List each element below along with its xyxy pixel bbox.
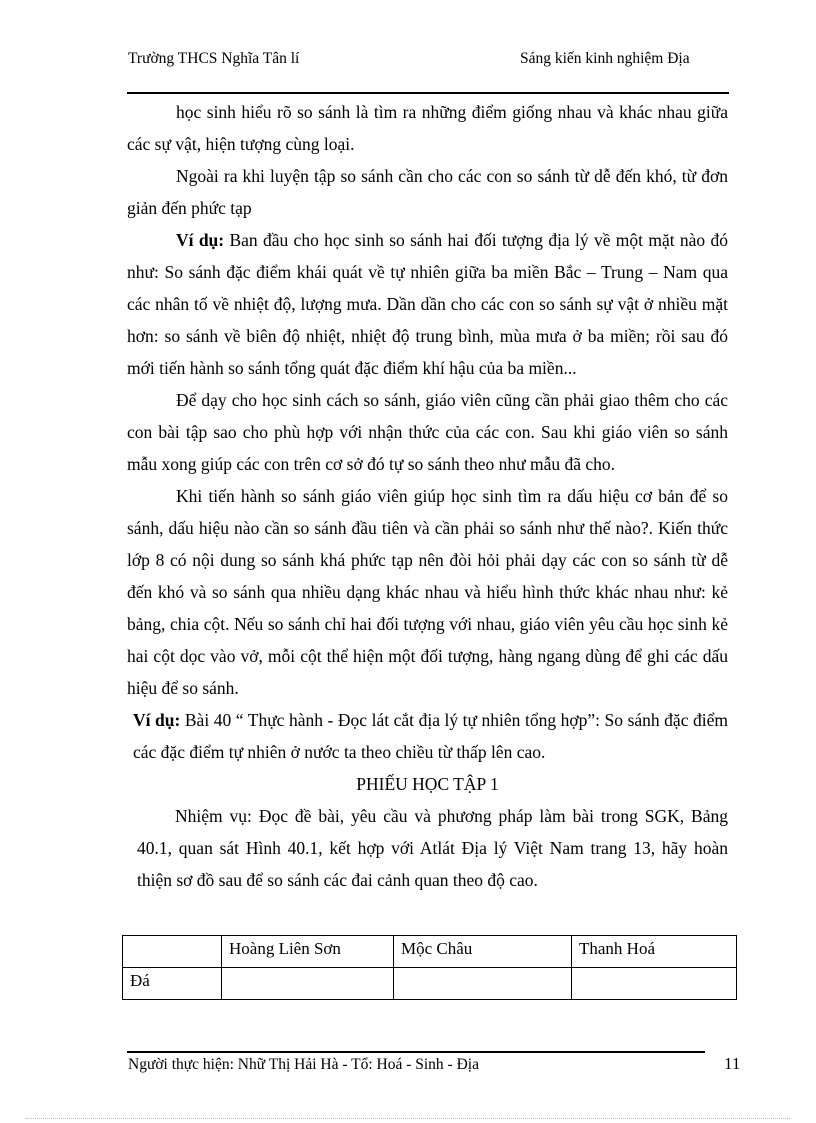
task-paragraph: Nhiệm vụ: Đọc đề bài, yêu cầu và phương pháp làm bài trong SGK, Bảng 40.1, quan sát Hình 40.1, kết hợp với Atlát Địa lý Việt Nam trang 13, hãy hoàn thiện sơ đồ sau để so sánh các đai cảnh quan theo độ cao. [137, 806, 728, 890]
example-text: Bài 40 “ Thực hành - Đọc lát cắt địa lý tự nhiên tổng hợp”: So sánh đặc điểm các đặc điểm tự nhiên ở nước ta theo chiều từ thấp lên cao. [133, 710, 728, 762]
paragraph-example-1 [127, 224, 728, 384]
footer-divider [127, 1051, 705, 1053]
table-header-cell: Hoàng Liên Sơn [222, 936, 394, 968]
example-label: Ví dụ: [133, 710, 181, 730]
header-title: Sáng kiến kinh nghiệm Địa [520, 50, 690, 67]
header-school: Trường THCS Nghĩa Tân lí [128, 50, 300, 67]
paragraph-example-2 [127, 704, 728, 768]
table-header-cell [123, 936, 222, 968]
paragraph-4: Để dạy cho học sinh cách so sánh, giáo viên cũng cần phải giao thêm cho các con bài tập sao cho phù hợp với nhận thức của các con. Sau khi giáo viên so sánh mẫu xong giúp các con trên cơ sở đó tự so sánh theo như mẫu đã cho. [127, 390, 728, 474]
paragraph-5: Khi tiến hành so sánh giáo viên giúp học sinh tìm ra dấu hiệu cơ bản để so sánh, dấu hiệu nào cần so sánh đầu tiên và cần phải so sánh như thế nào?. Kiến thức lớp 8 có nội dung so sánh khá phức tạp nên đòi hỏi phải dạy các con so sánh từ dễ đến khó và so sánh qua nhiều dạng khác nhau và hiểu hình thức khác nhau như: kẻ bảng, chia cột. Nếu so sánh chỉ hai đối tượng với nhau, giáo viên yêu cầu học sinh kẻ hai cột dọc vào vở, mỗi cột thể hiện một đối tượng, hàng ngang dùng để ghi các dấu hiệu để so sánh. [127, 486, 728, 698]
comparison-table [122, 935, 737, 1000]
example-label: Ví dụ: [176, 230, 225, 250]
paragraph-1: học sinh hiểu rõ so sánh là tìm ra những điểm giống nhau và khác nhau giữa các sự vật, hiện tượng cùng loại. [127, 102, 728, 154]
page-number: 11 [724, 1054, 741, 1073]
table-cell [394, 968, 572, 1000]
page-body [127, 96, 728, 896]
table-cell [572, 968, 737, 1000]
paragraph-2: Ngoài ra khi luyện tập so sánh cần cho các con so sánh từ dễ đến khó, từ đơn giản đến phức tạp [127, 166, 728, 218]
header-divider [127, 92, 729, 94]
table-cell: Đá [123, 968, 222, 1000]
worksheet-title: PHIẾU HỌC TẬP 1 [356, 774, 499, 794]
footer-author: Người thực hiện: Nhữ Thị Hải Hà - Tổ: Hoá - Sinh - Địa [128, 1056, 479, 1073]
example-text: Ban đầu cho học sinh so sánh hai đối tượng địa lý về một mặt nào đó như: So sánh đặc điểm khái quát về tự nhiên giữa ba miền Bắc – Trung – Nam qua các nhân tố về nhiệt độ, lượng mưa. Dần dần cho các con so sánh sự vật ở nhiều mặt hơn: so sánh về biên độ nhiệt, nhiệt độ trung bình, mùa mưa ở ba miền; rồi sau đó mới tiến hành so sánh tổng quát đặc điểm khí hậu của ba miền... [127, 230, 729, 378]
table-cell [222, 968, 394, 1000]
table-row [123, 968, 737, 1000]
page-edge-line [26, 1118, 790, 1119]
table-header-cell: Mộc Châu [394, 936, 572, 968]
table-header-cell: Thanh Hoá [572, 936, 737, 968]
table-header-row [123, 936, 737, 968]
